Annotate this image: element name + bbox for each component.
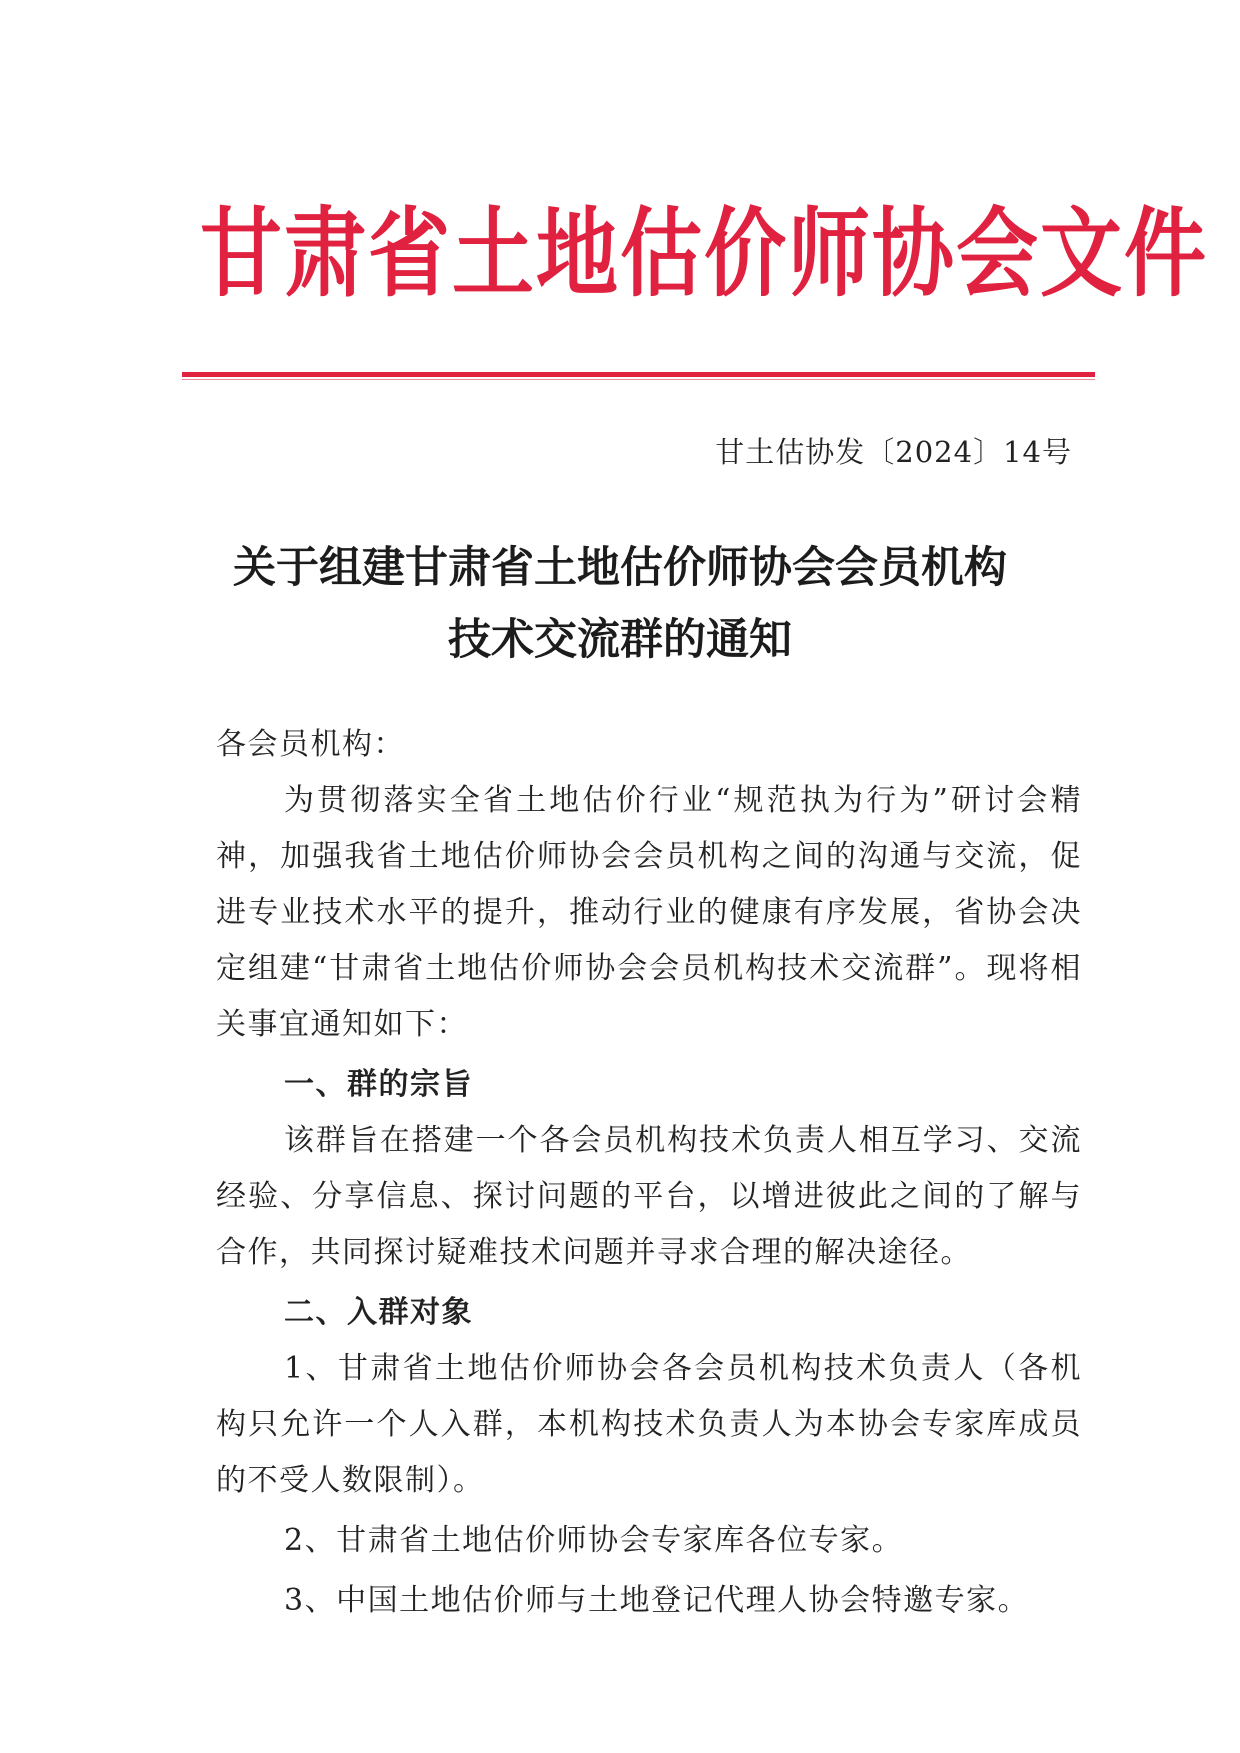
salutation: 各会员机构：: [216, 727, 405, 762]
intro-paragraph: 为贯彻落实全省土地估价行业“规范执为行为”研讨会精神，加强我省土地估价师协会会员机构之间的沟通与交流，促进专业技术水平的提升，推动行业的健康有序发展，省协会决定组建“甘肃省土地估价师协会会员机构技术交流群”。现将相关事宜通知如下：: [216, 783, 1082, 1042]
section-paragraph-purpose: 该群旨在搭建一个各会员机构技术负责人相互学习、交流经验、分享信息、探讨问题的平台，以增进彼此之间的了解与合作，共同探讨疑难技术问题并寻求合理的解决途径。: [216, 1123, 1082, 1270]
section-heading-purpose: 一、群的宗旨: [284, 1067, 473, 1102]
document-masthead: 甘肃省土地估价师协会文件: [200, 198, 1209, 311]
member-item-3: 3、中国土地估价师与土地登记代理人协会特邀专家。: [284, 1583, 1030, 1618]
document-number: 甘土估协发〔2024〕14号: [715, 435, 1072, 469]
red-divider-line: [182, 372, 1095, 377]
notice-title-line-2: 技术交流群的通知: [448, 615, 792, 665]
member-item-1: 1、甘肃省土地估价师协会各会员机构技术负责人（各机构只允许一个人入群，本机构技术负责人为本协会专家库成员的不受人数限制）。: [216, 1351, 1082, 1498]
notice-title: [150, 532, 1090, 676]
member-item-2: 2、甘肃省土地估价师协会专家库各位专家。: [284, 1523, 904, 1558]
notice-body: [216, 717, 1082, 1629]
notice-title-line-1: 关于组建甘肃省土地估价师协会会员机构: [233, 543, 1007, 593]
section-heading-members: 二、入群对象: [284, 1295, 473, 1330]
